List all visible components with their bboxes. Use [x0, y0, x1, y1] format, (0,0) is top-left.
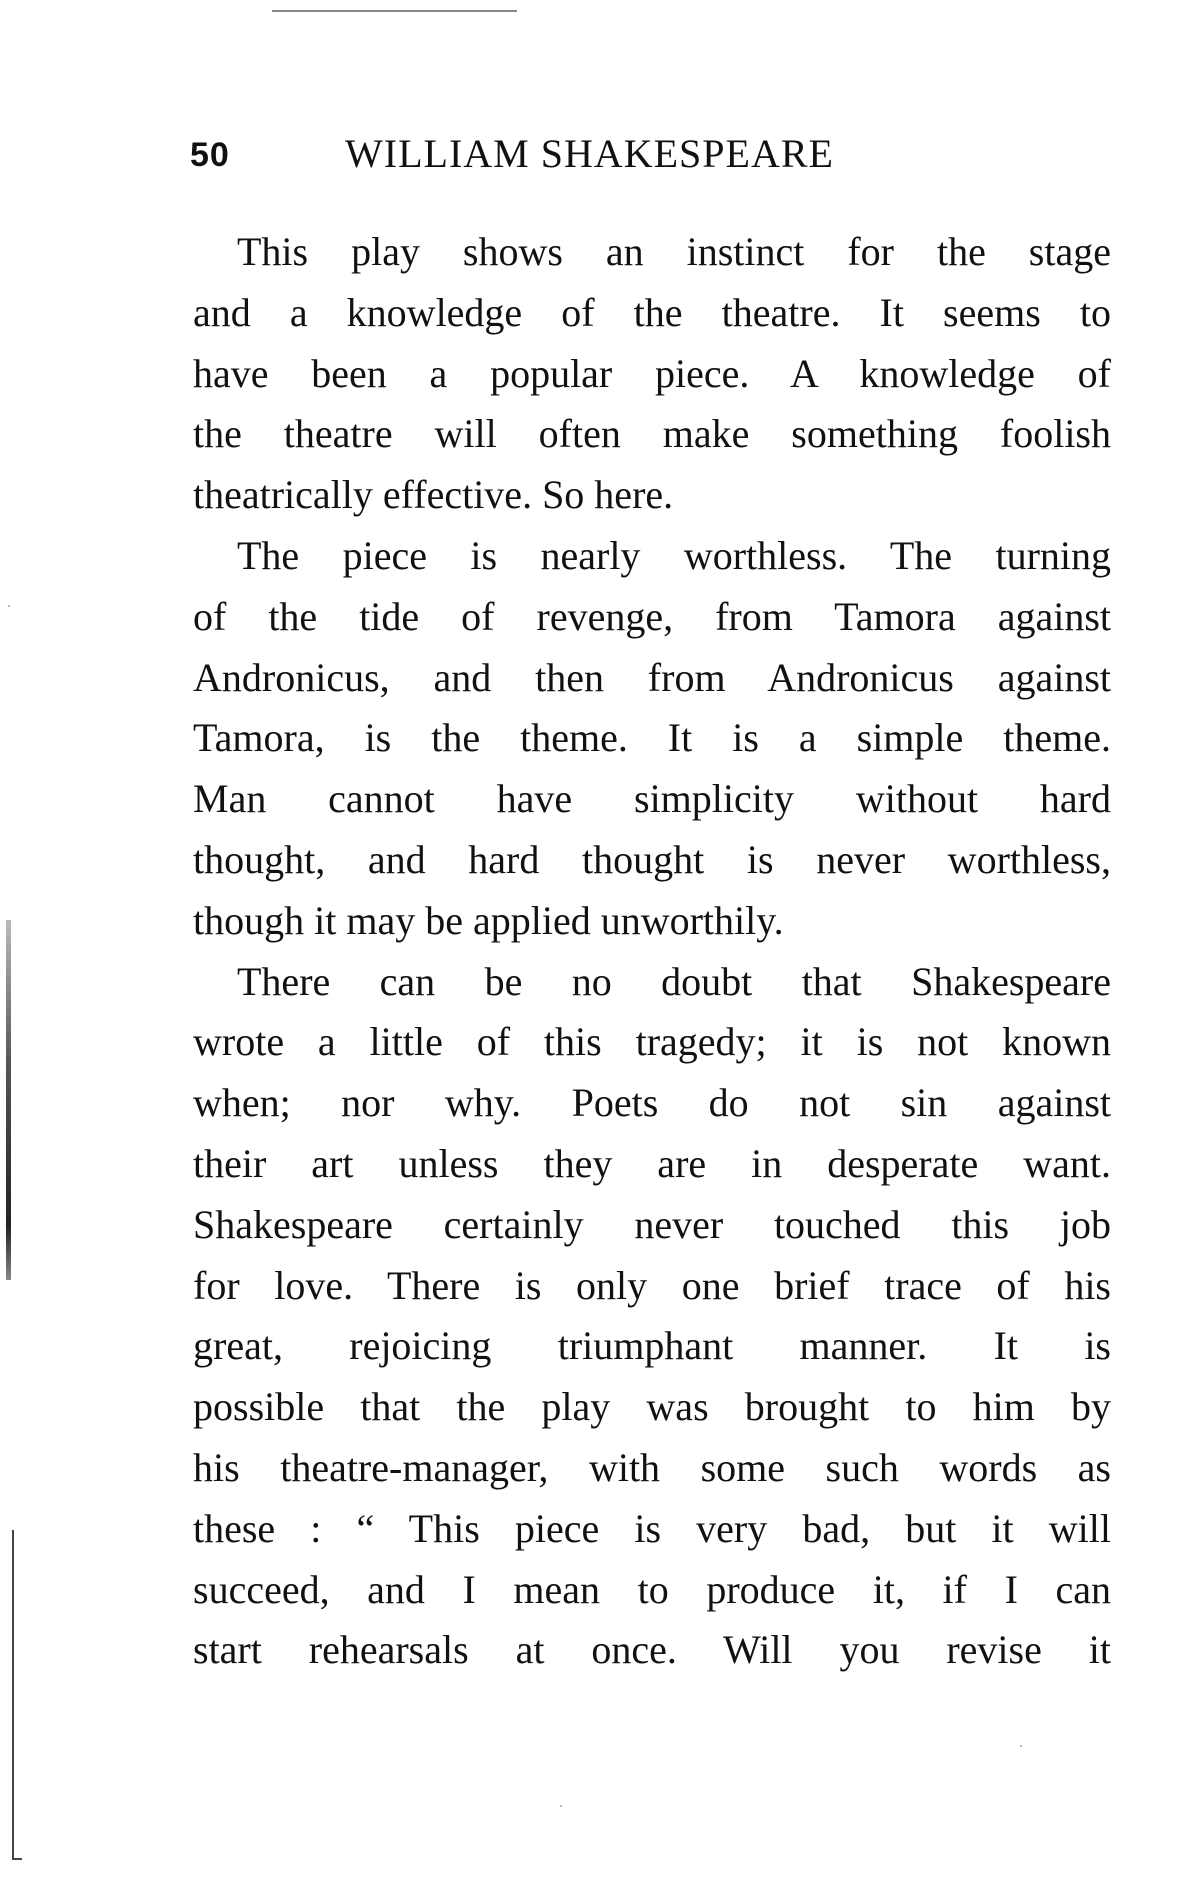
text-line: possible that the play was brought to him by — [193, 1384, 1111, 1430]
text-line: the theatre will often make something foolish — [193, 411, 1111, 457]
text-line: of the tide of revenge, from Tamora against — [193, 593, 1111, 639]
scan-speck — [560, 1805, 562, 1807]
running-head — [190, 130, 950, 180]
text-line: these : “ This piece is very bad, but it will — [193, 1505, 1111, 1551]
text-line: and a knowledge of the theatre. It seems to — [193, 289, 1111, 335]
text-line: their art unless they are in desperate want. — [193, 1140, 1111, 1186]
top-rule — [272, 10, 517, 12]
book-title: WILLIAM SHAKESPEARE — [345, 131, 834, 176]
text-line: for love. There is only one brief trace of his — [193, 1262, 1111, 1308]
text-line: The piece is nearly worthless. The turning — [237, 532, 1111, 578]
text-line: succeed, and I mean to produce it, if I can — [193, 1566, 1111, 1612]
page-number: 50 — [190, 136, 230, 174]
text-line: theatrically effective. So here. — [193, 472, 674, 518]
text-line: Man cannot have simplicity without hard — [193, 776, 1111, 822]
text-line: This play shows an instinct for the stage — [237, 229, 1111, 274]
text-line: start rehearsals at once. Will you revise it — [193, 1627, 1111, 1673]
text-line: Tamora, is the theme. It is a simple theme. — [193, 715, 1111, 761]
text-line: great, rejoicing triumphant manner. It is — [193, 1323, 1111, 1369]
scan-edge-mark — [12, 1530, 14, 1860]
scan-speck — [1020, 1745, 1022, 1747]
text-line: have been a popular piece. A knowledge of — [193, 350, 1111, 396]
text-line: Andronicus, and then from Andronicus against — [193, 654, 1111, 700]
text-line: Shakespeare certainly never touched this job — [193, 1201, 1111, 1247]
text-line: though it may be applied unworthily. — [193, 897, 784, 943]
body-text — [193, 222, 1111, 1681]
text-line: There can be no doubt that Shakespeare — [237, 958, 1111, 1004]
scan-edge-mark — [6, 920, 11, 1280]
text-line: his theatre-manager, with some such words as — [193, 1444, 1111, 1490]
text-line: wrote a little of this tragedy; it is not known — [193, 1019, 1111, 1065]
text-line: thought, and hard thought is never worthless, — [193, 836, 1111, 882]
text-line: when; nor why. Poets do not sin against — [193, 1080, 1111, 1126]
scan-speck — [8, 605, 10, 607]
